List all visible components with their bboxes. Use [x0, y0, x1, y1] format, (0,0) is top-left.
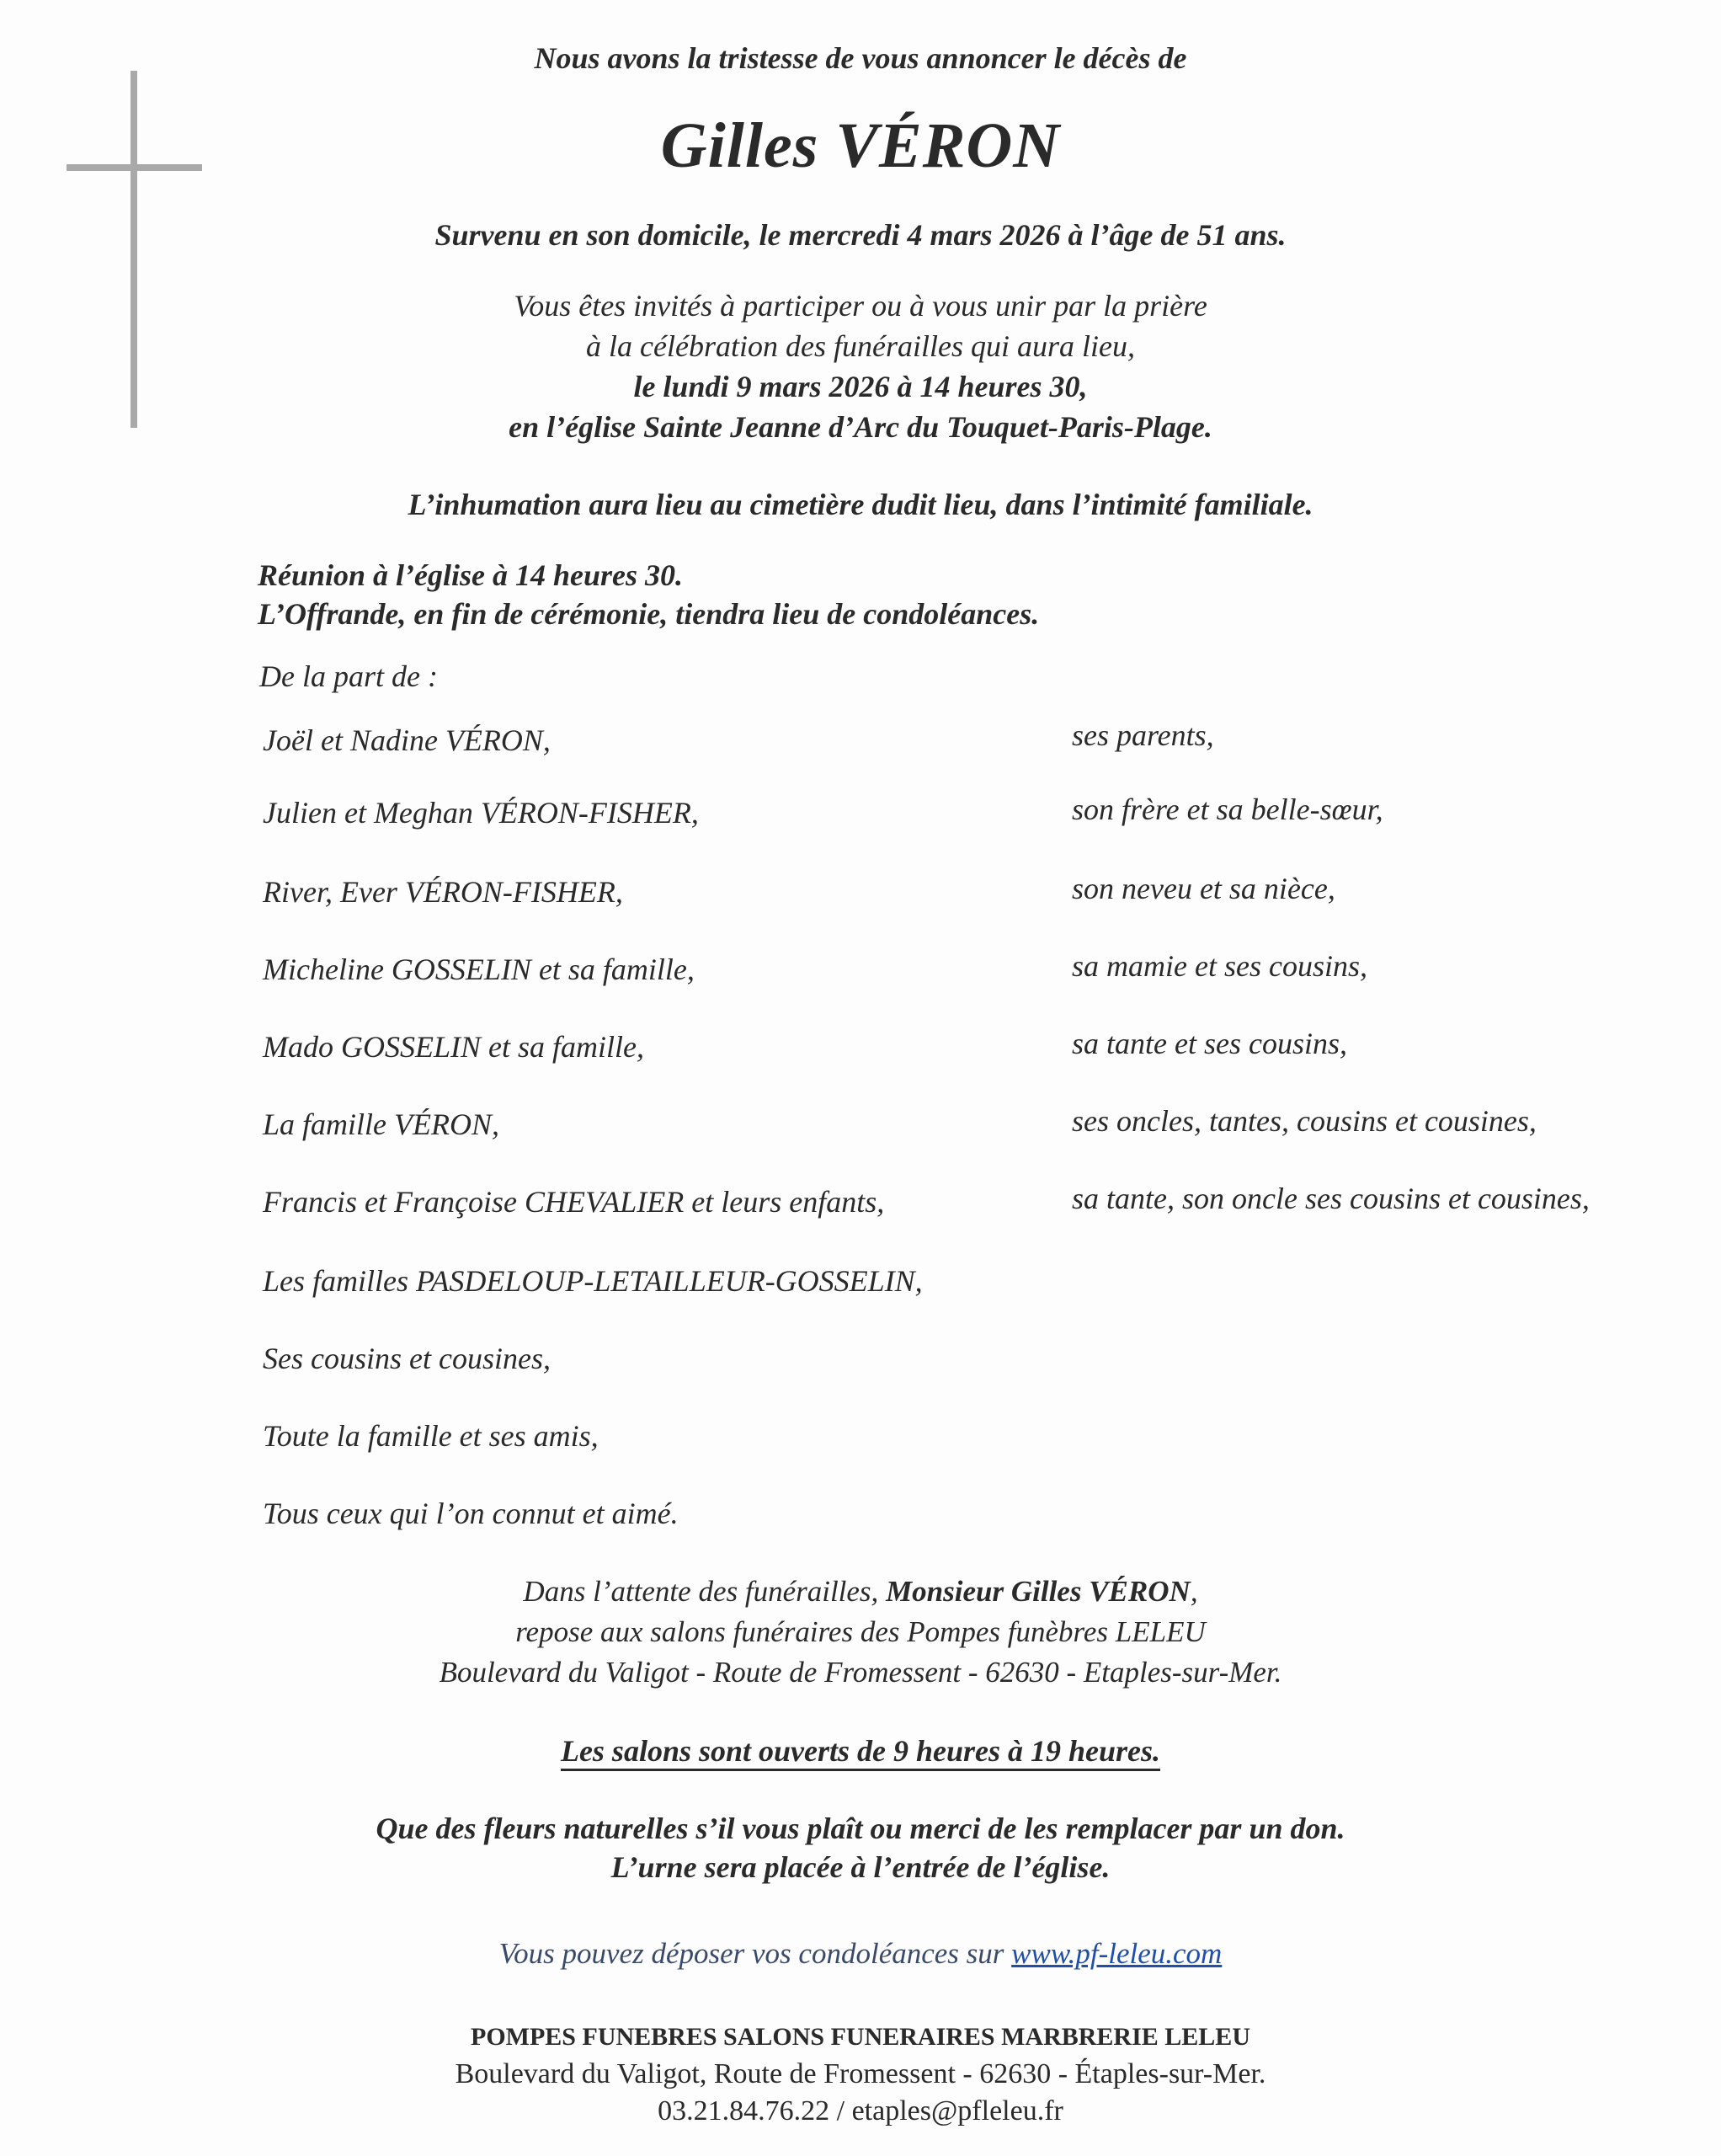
family-relation: son neveu et sa nièce,: [1072, 872, 1335, 905]
family-relation: sa tante et ses cousins,: [1072, 1027, 1347, 1060]
inhumation-line: L’inhumation aura lieu au cimetière dudit lieu, dans l’intimité familiale.: [408, 488, 1313, 521]
from-label: De la part de :: [259, 659, 438, 693]
invitation-line-1: Vous êtes invités à participer ou à vous unir par la prière: [514, 289, 1207, 323]
family-relation: ses parents,: [1072, 718, 1214, 752]
repose-line-2: repose aux salons funéraires des Pompes funèbres LELEU: [515, 1615, 1206, 1648]
flowers-line-2: L’urne sera placée à l’entrée de l’église.: [610, 1850, 1111, 1884]
family-name: Francis et Françoise CHEVALIER et leurs enfants,: [263, 1185, 885, 1219]
funeral-place: en l’église Sainte Jeanne d’Arc du Touquet-Paris-Plage.: [509, 410, 1212, 444]
company-address: Boulevard du Valigot, Route de Fromessent - 62630 - Étaples-sur-Mer.: [455, 2058, 1266, 2089]
condolences-text: Vous pouvez déposer vos condoléances sur: [498, 1937, 1012, 1970]
opening-hours-text: Les salons sont ouverts de 9 heures à 19 heures.: [561, 1734, 1160, 1771]
family-name: River, Ever VÉRON-FISHER,: [263, 875, 623, 909]
family-name: Toute la famille et ses amis,: [263, 1419, 599, 1453]
opening-hours: [0, 1733, 1721, 1769]
family-name: La famille VÉRON,: [263, 1107, 499, 1141]
offering-line: L’Offrande, en fin de cérémonie, tiendra lieu de condoléances.: [258, 597, 1040, 631]
death-info: Survenu en son domicile, le mercredi 4 mars 2026 à l’âge de 51 ans.: [434, 218, 1287, 252]
repose-prefix: Dans l’attente des funérailles,: [523, 1575, 887, 1608]
condolences-line: [0, 1937, 1721, 1971]
invitation-line-2: à la célébration des funérailles qui aura lieu,: [586, 329, 1135, 363]
family-name: Mado GOSSELIN et sa famille,: [263, 1030, 644, 1064]
condolences-link[interactable]: www.pf-leleu.com: [1011, 1937, 1223, 1970]
family-relation: son frère et sa belle-sœur,: [1072, 792, 1383, 826]
intro-line: Nous avons la tristesse de vous annoncer le décès de: [534, 41, 1187, 75]
company-contact: 03.21.84.76.22 / etaples@pfleleu.fr: [658, 2095, 1063, 2127]
deceased-name: Gilles VÉRON: [660, 110, 1061, 181]
family-relation: ses oncles, tantes, cousins et cousines,: [1072, 1104, 1537, 1138]
family-name: Micheline GOSSELIN et sa famille,: [263, 953, 695, 986]
repose-line-1: [0, 1575, 1721, 1609]
family-name: Julien et Meghan VÉRON-FISHER,: [263, 796, 699, 830]
meeting-line: Réunion à l’église à 14 heures 30.: [258, 558, 684, 592]
flowers-line-1: Que des fleurs naturelles s’il vous plaît ou merci de les remplacer par un don.: [376, 1812, 1345, 1845]
repose-address: Boulevard du Valigot - Route de Fromessent - 62630 - Etaples-sur-Mer.: [439, 1656, 1282, 1689]
family-relation: sa tante, son oncle ses cousins et cousines,: [1072, 1182, 1590, 1215]
company-name: POMPES FUNEBRES SALONS FUNERAIRES MARBRERIE LELEU: [471, 2023, 1250, 2051]
family-relation: sa mamie et ses cousins,: [1072, 949, 1367, 983]
repose-deceased: Monsieur Gilles VÉRON: [886, 1575, 1191, 1608]
family-name: Tous ceux qui l’on connut et aimé.: [263, 1497, 679, 1530]
repose-suffix: ,: [1190, 1575, 1198, 1608]
family-name: Ses cousins et cousines,: [263, 1342, 551, 1375]
funeral-date-time: le lundi 9 mars 2026 à 14 heures 30,: [633, 370, 1088, 403]
family-name: Joël et Nadine VÉRON,: [263, 723, 551, 757]
family-name: Les familles PASDELOUP-LETAILLEUR-GOSSELIN,: [263, 1264, 923, 1298]
